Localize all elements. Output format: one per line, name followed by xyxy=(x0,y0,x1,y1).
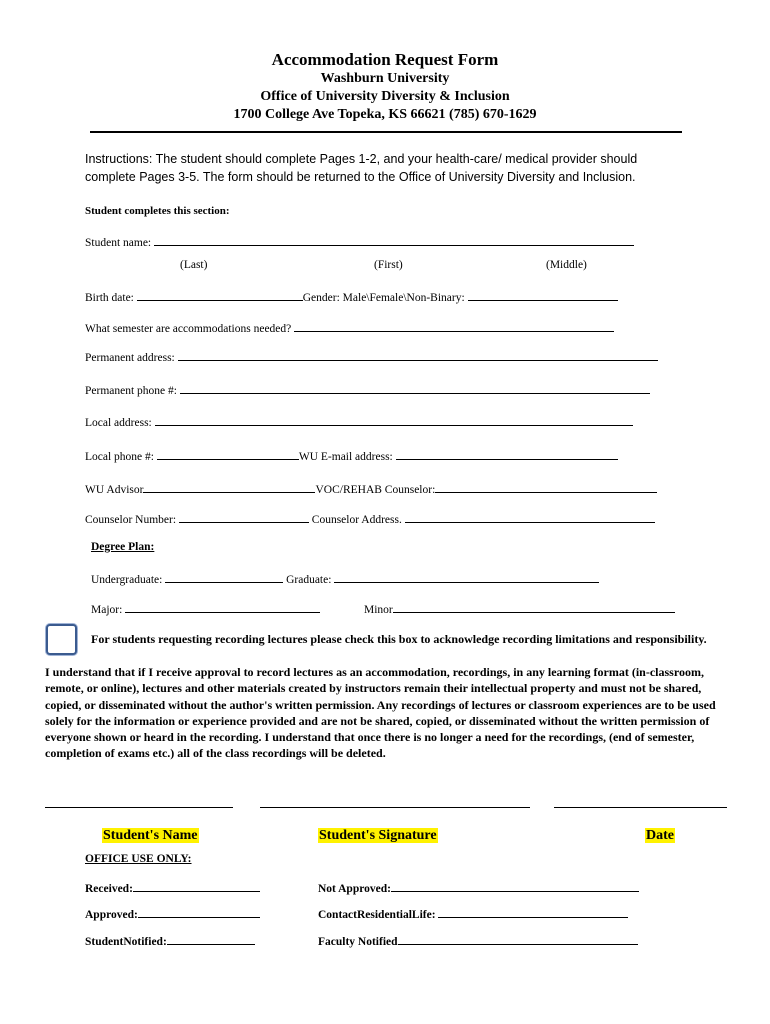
recording-acknowledge-checkbox[interactable] xyxy=(46,624,77,655)
student-notified-label: StudentNotified: xyxy=(85,936,167,948)
student-signature-line[interactable] xyxy=(260,807,530,808)
birth-date-field[interactable] xyxy=(137,289,303,301)
graduate-label: Graduate: xyxy=(286,574,332,586)
minor-label: Minor xyxy=(364,604,393,616)
semester-label: What semester are accommodations needed? xyxy=(85,323,292,335)
student-name-field[interactable] xyxy=(154,234,634,246)
permanent-address-label: Permanent address: xyxy=(85,352,175,364)
local-address-field[interactable] xyxy=(155,414,633,426)
recording-checkbox-label: For students requesting recording lectures please check this box to acknowledge recording limitations and responsibility. xyxy=(91,632,707,646)
not-approved-label: Not Approved: xyxy=(318,883,391,895)
birth-date-label: Birth date: xyxy=(85,292,134,304)
date-signature-line[interactable] xyxy=(554,807,727,808)
undergraduate-field[interactable] xyxy=(165,571,283,583)
form-title: Accommodation Request Form xyxy=(271,50,499,69)
student-name-label: Student name: xyxy=(85,237,152,249)
semester-field[interactable] xyxy=(294,320,614,332)
wu-advisor-label: WU Advisor xyxy=(85,484,144,496)
faculty-notified-field[interactable] xyxy=(398,933,638,945)
permanent-phone-label: Permanent phone #: xyxy=(85,385,177,397)
contact-residential-life-label: ContactResidentialLife: xyxy=(318,909,436,921)
voc-counselor-field[interactable] xyxy=(435,481,657,493)
minor-field[interactable] xyxy=(393,601,675,613)
faculty-notified-label: Faculty Notified xyxy=(318,936,398,948)
middle-name-label: (Middle) xyxy=(546,259,587,271)
major-field[interactable] xyxy=(125,601,320,613)
header-divider xyxy=(90,131,682,133)
not-approved-field[interactable] xyxy=(391,880,639,892)
recording-policy-paragraph: I understand that if I receive approval to record lectures as an accommodation, recordings, in any learning format (in-classroom, remote, or online), lectures and other materials created by instructors remain their intellectual property and must not be shared, copied, or disseminated without the author's written permission. Any recordings of lectures or classroom experiences are to be used solely for the information or experience provided and are not be shared, copied, or disseminated without the written permission of everyone shown or heard in the recording. I understand that once there is no longer a need for the recordings, (end of semester, completion of exams etc.) all of the class recordings will be deleted. xyxy=(45,665,716,761)
wu-advisor-field[interactable] xyxy=(143,481,315,493)
wu-email-field[interactable] xyxy=(396,448,618,460)
local-phone-label: Local phone #: xyxy=(85,451,154,463)
permanent-address-field[interactable] xyxy=(178,349,658,361)
undergraduate-label: Undergraduate: xyxy=(91,574,163,586)
student-name-signature-line[interactable] xyxy=(45,807,233,808)
graduate-field[interactable] xyxy=(334,571,599,583)
approved-label: Approved: xyxy=(85,909,138,921)
office-address: 1700 College Ave Topeka, KS 66621 (785) 670-1629 xyxy=(233,107,537,122)
counselor-address-field[interactable] xyxy=(405,511,655,523)
major-label: Major: xyxy=(91,604,123,616)
last-name-label: (Last) xyxy=(180,259,208,271)
degree-plan-heading: Degree Plan: xyxy=(91,541,155,553)
counselor-address-label: Counselor Address. xyxy=(311,514,402,526)
section-heading: Student completes this section: xyxy=(85,205,230,217)
approved-field[interactable] xyxy=(138,906,260,918)
student-notified-field[interactable] xyxy=(167,933,255,945)
first-name-label: (First) xyxy=(374,259,403,271)
contact-residential-life-field[interactable] xyxy=(438,906,628,918)
counselor-number-label: Counselor Number: xyxy=(85,514,177,526)
local-phone-field[interactable] xyxy=(157,448,299,460)
office-use-heading: OFFICE USE ONLY: xyxy=(85,853,192,865)
instructions-text: Instructions: The student should complete Pages 1-2, and your health-care/ medical provider should complete Pages 3-5. The form should be returned to the Office of University Diversity and Inclusion. xyxy=(85,152,638,184)
voc-counselor-label: VOC/REHAB Counselor: xyxy=(315,484,436,496)
permanent-phone-field[interactable] xyxy=(180,382,650,394)
student-name-caption: Student's Name xyxy=(103,828,198,843)
office-name: Office of University Diversity & Inclusion xyxy=(260,89,510,104)
university-name: Washburn University xyxy=(320,71,450,86)
date-caption: Date xyxy=(646,828,674,843)
local-address-label: Local address: xyxy=(85,417,152,429)
counselor-number-field[interactable] xyxy=(179,511,309,523)
gender-field[interactable] xyxy=(468,289,618,301)
received-field[interactable] xyxy=(133,880,260,892)
wu-email-label: WU E-mail address: xyxy=(298,451,393,463)
gender-label: Gender: Male\Female\Non-Binary: xyxy=(302,292,465,304)
student-signature-caption: Student's Signature xyxy=(319,828,437,843)
received-label: Received: xyxy=(85,883,133,895)
